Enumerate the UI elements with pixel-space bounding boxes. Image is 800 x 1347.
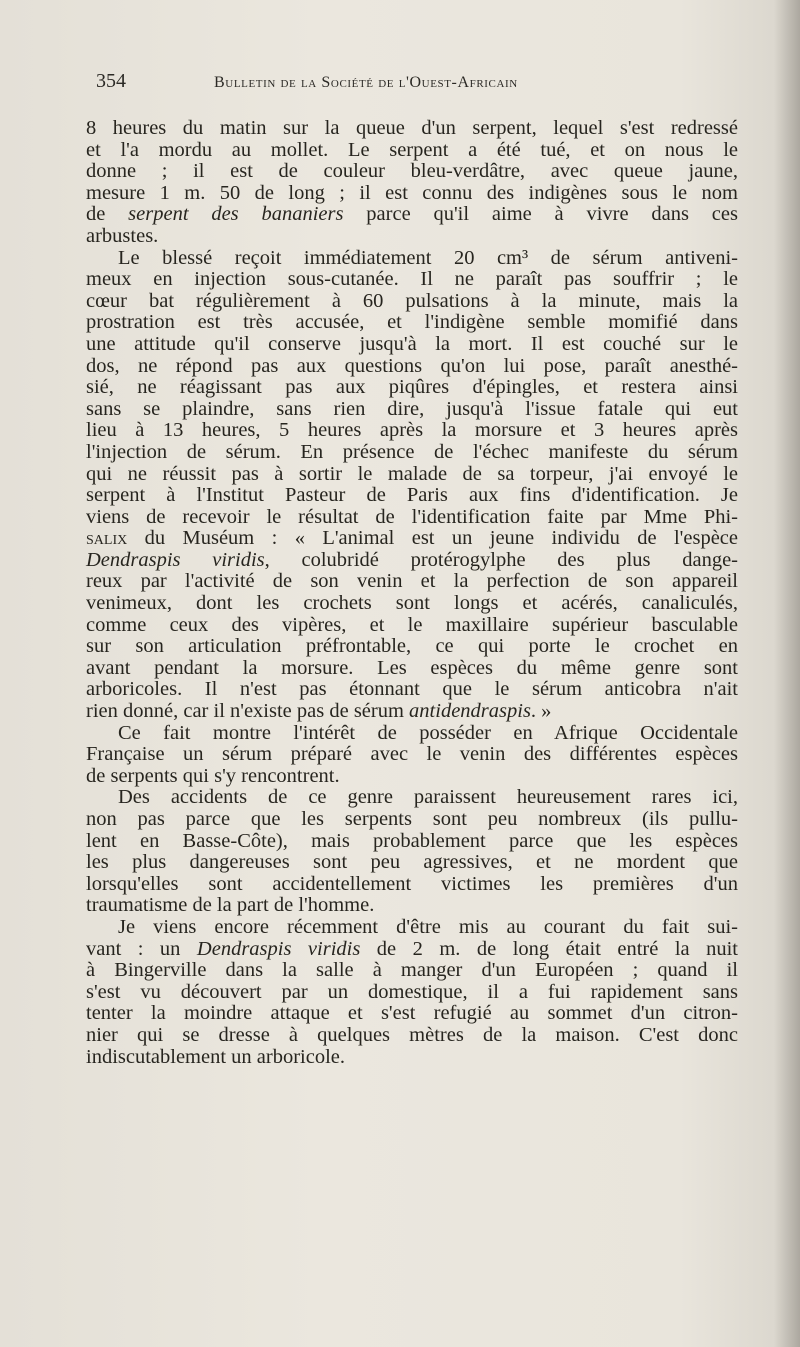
paragraph xyxy=(86,723,738,788)
line-text: lorsqu'elles sont accidentellement victimes les premières d'un xyxy=(86,872,738,895)
line-text: rien donné, car il n'existe pas de sérum xyxy=(86,700,410,723)
running-title: Bulletin de la Société de l'Ouest-Africain xyxy=(214,74,518,91)
line-text: , colubridé protérogylphe des plus dange- xyxy=(264,548,738,571)
paragraph xyxy=(86,787,738,917)
line-text: arbustes. xyxy=(86,224,159,247)
text-line xyxy=(86,377,738,399)
line-text: Des accidents de ce genre paraissent heureusement rares ici, xyxy=(118,786,738,809)
text-line xyxy=(86,248,738,270)
text-line xyxy=(86,204,738,226)
line-text: une attitude qu'il conserve jusqu'à la mort. Il est couché sur le xyxy=(86,332,738,355)
line-text: vant : un xyxy=(86,937,197,960)
text-line xyxy=(86,852,738,874)
text-line xyxy=(86,507,738,529)
text-line xyxy=(86,183,738,205)
line-text: donne ; il est de couleur bleu-verdâtre, avec queue jaune, xyxy=(86,160,738,183)
line-text: lieu à 13 heures, 5 heures après la morsure et 3 heures après xyxy=(86,419,738,442)
text-line xyxy=(86,917,738,939)
text-line xyxy=(86,874,738,896)
line-text: de xyxy=(86,203,129,226)
text-line xyxy=(86,723,738,745)
text-line xyxy=(86,356,738,378)
line-text: traumatisme de la part de l'homme. xyxy=(86,894,375,917)
line-text: sans se plaindre, sans rien dire, jusqu'à l'issue fatale qui eut xyxy=(86,397,738,420)
italic-term: serpent des bananiers xyxy=(128,203,344,226)
line-text: reux par l'activité de son venin et la perfection de son appareil xyxy=(86,570,738,593)
text-line xyxy=(86,118,738,140)
text-line xyxy=(86,593,738,615)
text-line xyxy=(86,312,738,334)
body-text xyxy=(86,118,738,1068)
text-line xyxy=(86,744,738,766)
line-text: s'est vu découvert par un domestique, il a fui rapidement sans xyxy=(86,980,738,1003)
text-line xyxy=(86,161,738,183)
line-text: sié, ne réagissant pas aux piqûres d'épingles, et restera ainsi xyxy=(86,376,738,399)
text-line xyxy=(86,1025,738,1047)
line-text: venimeux, dont les crochets sont longs et acérés, canaliculés, xyxy=(86,592,738,615)
line-text: viens de recevoir le résultat de l'identification faite par Mme Phi- xyxy=(86,505,738,528)
line-text: arboricoles. Il n'est pas étonnant que le sérum anticobra n'ait xyxy=(86,678,738,701)
text-line xyxy=(86,809,738,831)
line-text: Je viens encore récemment d'être mis au courant du fait sui- xyxy=(118,915,738,938)
text-line xyxy=(86,399,738,421)
line-text: tenter la moindre attaque et s'est refugié au sommet d'un citron- xyxy=(86,1002,738,1025)
line-text: 8 heures du matin sur la queue d'un serpent, lequel s'est redressé xyxy=(86,117,738,139)
italic-term: Dendraspis viridis xyxy=(86,548,265,571)
line-text: et l'a mordu au mollet. Le serpent a été tué, et on nous le xyxy=(86,138,738,161)
text-line xyxy=(86,636,738,658)
italic-term: Dendraspis viridis xyxy=(196,937,361,960)
line-text: qui ne réussit pas à sortir le malade de sa torpeur, j'ai envoyé le xyxy=(86,462,738,485)
line-text: de serpents qui s'y rencontrent. xyxy=(86,764,340,787)
line-text: non pas parce que les serpents sont peu nombreux (ils pullu- xyxy=(86,808,738,830)
paragraph xyxy=(86,248,738,723)
text-line xyxy=(86,334,738,356)
text-line xyxy=(86,895,738,917)
line-text: parce qu'il aime à vivre dans ces xyxy=(343,203,738,226)
text-line xyxy=(86,787,738,809)
line-text: dos, ne répond pas aux questions qu'on lui pose, paraît anesthé- xyxy=(86,354,738,377)
line-text: les plus dangereuses sont peu agressives, et ne mordent que xyxy=(86,851,738,874)
text-line xyxy=(86,982,738,1004)
text-line xyxy=(86,291,738,313)
text-line xyxy=(86,658,738,680)
paragraph xyxy=(86,118,738,248)
line-text: avant pendant la morsure. Les espèces du même genre sont xyxy=(86,656,738,679)
page-number: 354 xyxy=(96,70,126,92)
line-text: Le blessé reçoit immédiatement 20 cm³ de sérum antiveni- xyxy=(118,246,738,269)
text-line xyxy=(86,550,738,572)
text-line xyxy=(86,766,738,788)
line-text: mesure 1 m. 50 de long ; il est connu des indigènes sous le nom xyxy=(86,181,738,204)
text-line xyxy=(86,939,738,961)
line-text: Française un sérum préparé avec le venin des différentes espèces xyxy=(86,743,738,766)
line-text: serpent à l'Institut Pasteur de Paris aux fins d'identification. Je xyxy=(86,484,738,507)
text-line xyxy=(86,528,738,550)
text-line xyxy=(86,701,738,723)
text-line xyxy=(86,420,738,442)
text-line xyxy=(86,269,738,291)
line-text: l'injection de sérum. En présence de l'échec manifeste du sérum xyxy=(86,440,738,463)
small-caps-text: salix xyxy=(86,527,128,550)
text-line xyxy=(86,831,738,853)
text-line xyxy=(86,1047,738,1069)
text-line xyxy=(86,960,738,982)
text-line xyxy=(86,442,738,464)
line-text: indiscutablement un arboricole. xyxy=(86,1045,346,1068)
line-text: sur son articulation préfrontable, ce qui porte le crochet en xyxy=(86,635,738,658)
line-text: de 2 m. de long était entré la nuit xyxy=(360,937,738,960)
text-line xyxy=(86,485,738,507)
text-line xyxy=(86,226,738,248)
line-text: comme ceux des vipères, et le maxillaire supérieur basculable xyxy=(86,613,738,636)
line-text: du Muséum : « L'animal est un jeune individu de l'espèce xyxy=(127,527,738,550)
text-line xyxy=(86,679,738,701)
line-text: Ce fait montre l'intérêt de posséder en Afrique Occidentale xyxy=(118,721,738,744)
text-line xyxy=(86,615,738,637)
line-text: . » xyxy=(530,700,552,723)
line-text: prostration est très accusée, et l'indigène semble momifié dans xyxy=(86,311,738,334)
text-line xyxy=(86,571,738,593)
text-line xyxy=(86,1003,738,1025)
line-text: nier qui se dresse à quelques mètres de la maison. C'est donc xyxy=(86,1023,738,1046)
page-edge-shadow xyxy=(774,0,800,1347)
line-text: lent en Basse-Côte), mais probablement parce que les espèces xyxy=(86,829,738,852)
line-text: à Bingerville dans la salle à manger d'un Européen ; quand il xyxy=(86,959,738,982)
line-text: meux en injection sous-cutanée. Il ne paraît pas souffrir ; le xyxy=(86,268,738,291)
italic-term: antidendraspis xyxy=(409,700,531,723)
line-text: cœur bat régulièrement à 60 pulsations à la minute, mais la xyxy=(86,289,738,312)
text-line xyxy=(86,464,738,486)
text-line xyxy=(86,140,738,162)
paragraph xyxy=(86,917,738,1068)
